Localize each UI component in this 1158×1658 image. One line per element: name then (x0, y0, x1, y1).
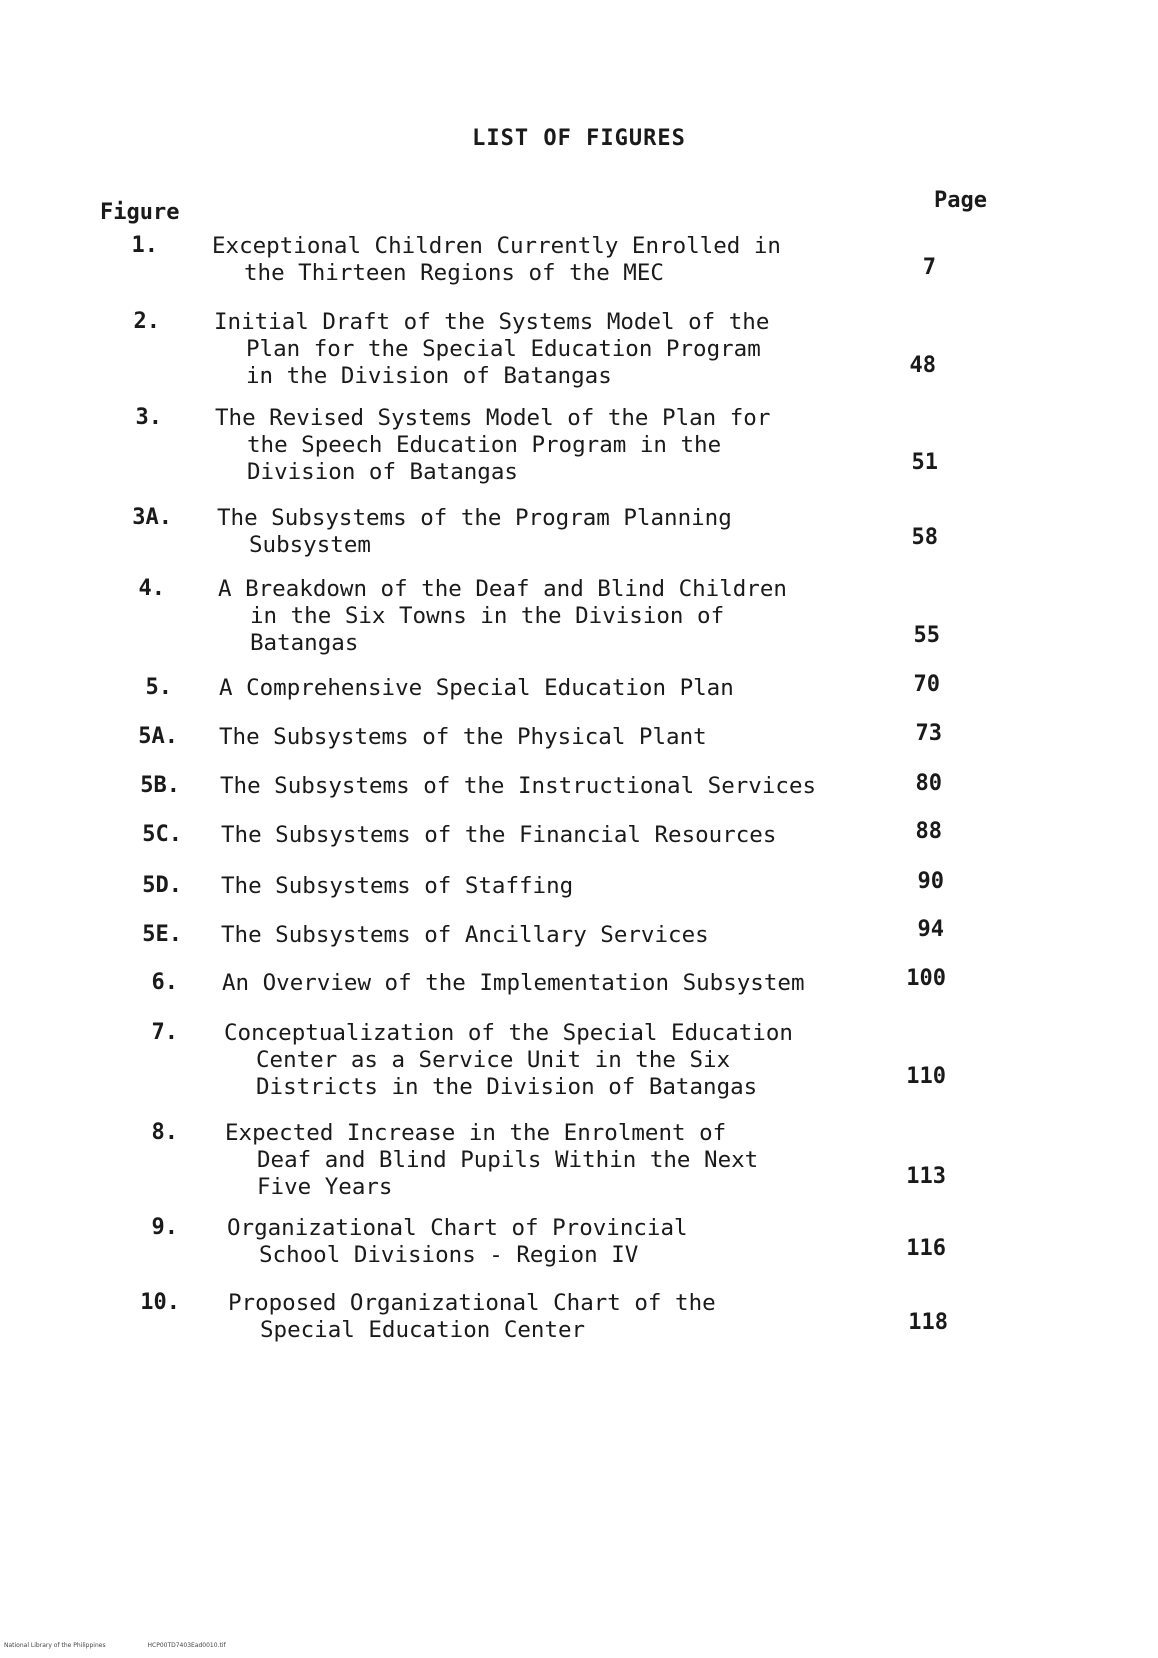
figure-number: 9. (151, 1215, 178, 1240)
page-number: 94 (917, 917, 944, 942)
footer-library: National Library of the Philippines (4, 1642, 106, 1649)
figure-caption-line: Conceptualization of the Special Education (224, 1020, 793, 1046)
figure-caption-line: The Subsystems of the Program Planning (217, 505, 732, 531)
figure-caption (222, 970, 804, 997)
page-number: 73 (915, 721, 942, 746)
figure-caption (227, 1215, 688, 1269)
page-number: 80 (915, 771, 942, 796)
page-number: 58 (911, 525, 938, 550)
figure-number: 2. (133, 309, 160, 334)
figure-caption-line: Subsystem (249, 532, 371, 558)
figure-caption (224, 1020, 793, 1101)
figure-number: 5D. (142, 873, 182, 898)
figure-caption-line: The Subsystems of Staffing (221, 873, 574, 899)
figure-caption-line: A Breakdown of the Deaf and Blind Children (218, 576, 787, 602)
figure-caption (219, 675, 734, 702)
figure-caption-line: Batangas (250, 630, 359, 656)
page-number: 110 (906, 1064, 946, 1089)
figure-number: 10. (140, 1290, 180, 1315)
figure-caption-line: Division of Batangas (247, 459, 518, 485)
figure-caption-line: the Thirteen Regions of the MEC (244, 260, 664, 286)
figure-caption (219, 724, 707, 751)
figure-number: 5C. (142, 822, 182, 847)
figure-caption (218, 576, 787, 657)
figure-caption-line: in the Division of Batangas (246, 363, 612, 389)
figure-number: 5A. (138, 724, 178, 749)
page-number: 48 (909, 353, 936, 378)
figure-caption (220, 773, 816, 800)
figure-caption-line: A Comprehensive Special Education Plan (219, 675, 734, 701)
figure-number: 5E. (142, 922, 182, 947)
figure-caption-line: the Speech Education Program in the (247, 432, 722, 458)
page-number: 90 (917, 869, 944, 894)
figure-caption (214, 309, 769, 390)
figure-caption-line: Exceptional Children Currently Enrolled in (212, 233, 781, 259)
figure-caption-line: The Subsystems of the Physical Plant (219, 724, 707, 750)
figure-caption-line: Five Years (257, 1174, 393, 1200)
figure-number: 6. (151, 970, 178, 995)
figure-number: 3. (135, 405, 162, 430)
page-number: 7 (922, 255, 936, 280)
footer-filename: HCP00TD7403Ead0010.tif (147, 1642, 226, 1649)
page-number: 51 (911, 450, 938, 475)
figure-number: 5. (145, 675, 172, 700)
figure-number: 4. (138, 576, 165, 601)
scan-footer (4, 1642, 266, 1649)
page-number: 70 (913, 672, 940, 697)
figure-caption-line: in the Six Towns in the Division of (250, 603, 725, 629)
figure-caption-line: An Overview of the Implementation Subsystem (222, 970, 805, 996)
page-number: 116 (906, 1236, 946, 1261)
figure-number: 5B. (140, 773, 180, 798)
figure-caption (221, 873, 573, 900)
figure-caption-line: Districts in the Division of Batangas (256, 1074, 758, 1100)
figure-caption-line: Plan for the Special Education Program (246, 336, 761, 362)
figure-caption-line: Organizational Chart of Provincial (227, 1215, 688, 1241)
page-number: 113 (906, 1164, 946, 1189)
figure-caption (225, 1120, 758, 1201)
figure-number: 1. (131, 233, 158, 258)
figure-column-header: Figure (100, 200, 180, 225)
figure-caption-line: Special Education Center (260, 1317, 586, 1343)
page-title: LIST OF FIGURES (472, 126, 686, 151)
figure-number: 7. (151, 1020, 178, 1045)
figure-caption (215, 405, 770, 486)
figure-number: 3A. (132, 505, 172, 530)
page-number: 118 (908, 1310, 948, 1335)
figure-caption-line: The Subsystems of the Instructional Services (220, 773, 817, 799)
figure-caption-line: School Divisions - Region IV (259, 1242, 639, 1268)
figure-caption (221, 822, 776, 849)
figure-caption (228, 1290, 716, 1344)
figure-caption-line: Deaf and Blind Pupils Within the Next (257, 1147, 759, 1173)
page-number: 88 (915, 819, 942, 844)
page-number: 100 (906, 966, 946, 991)
figure-caption-line: The Subsystems of the Financial Resources (221, 822, 777, 848)
figure-caption-line: Initial Draft of the Systems Model of the (214, 309, 770, 335)
figure-number: 8. (151, 1120, 178, 1145)
figure-caption (212, 233, 781, 287)
figure-caption-line: Expected Increase in the Enrolment of (225, 1120, 727, 1146)
figure-caption (217, 505, 732, 559)
page-number: 55 (913, 623, 940, 648)
figure-caption-line: The Revised Systems Model of the Plan for (215, 405, 771, 431)
figure-caption (221, 922, 709, 949)
figure-caption-line: Proposed Organizational Chart of the (228, 1290, 716, 1316)
figure-caption-line: Center as a Service Unit in the Six (256, 1047, 731, 1073)
figure-caption-line: The Subsystems of Ancillary Services (221, 922, 709, 948)
page-column-header: Page (934, 188, 987, 213)
